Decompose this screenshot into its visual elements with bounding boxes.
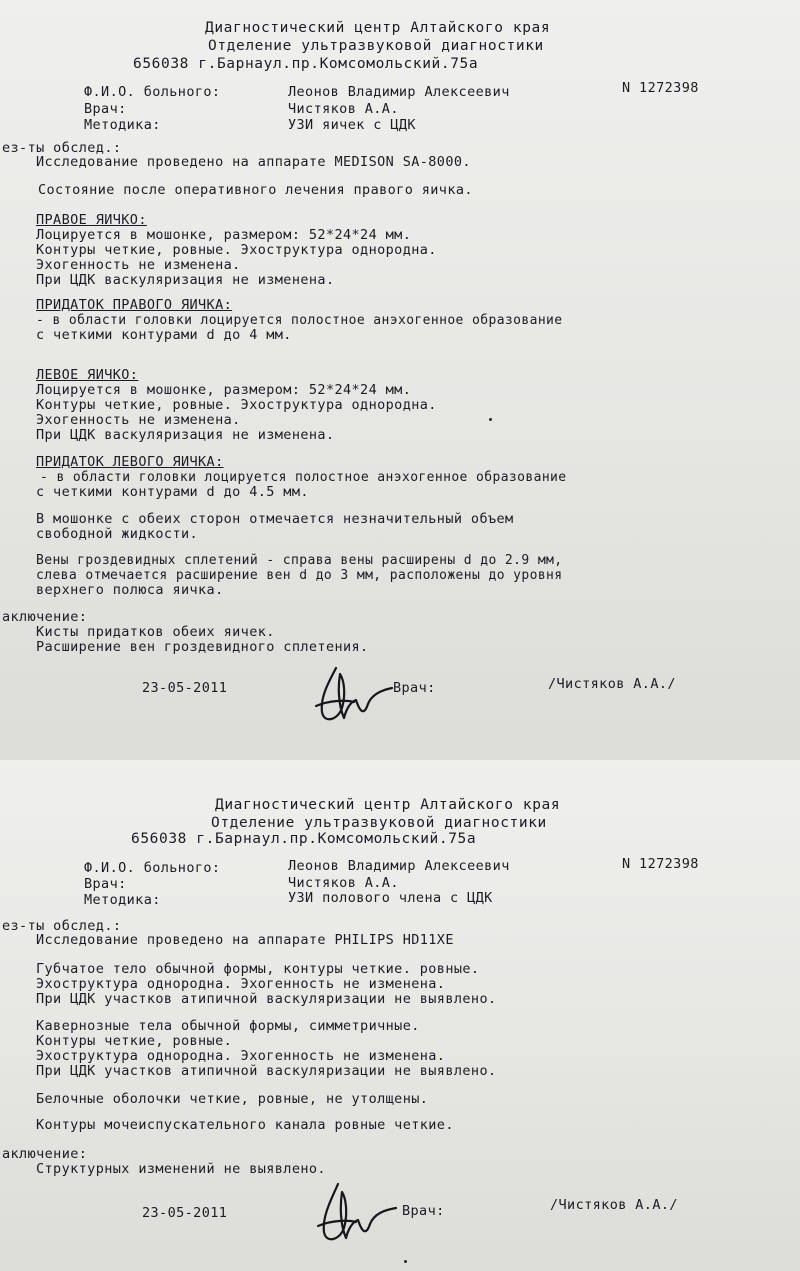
conclusion-label: аключение: <box>2 609 88 625</box>
method-label: Методика: <box>84 117 161 133</box>
body-line: слева отмечается расширение вен d до 3 мм, расположены до уровня <box>36 568 563 583</box>
body-line: При ЦДК васкуляризация не изменена. <box>36 272 335 288</box>
body-line: Белочные оболочки четкие, ровные, не утолщены. <box>36 1091 429 1107</box>
body-line: Эхоструктура однородна. Эхогенность не изменена. <box>36 976 446 992</box>
department-name: Отделение ультразвуковой диагностики <box>208 38 544 54</box>
signature-doctor-label: Врач: <box>393 680 436 696</box>
patient-name: Леонов Владимир Алексеевич <box>288 84 510 100</box>
conclusion-line: Структурных изменений не выявлено. <box>36 1161 326 1177</box>
body-line: При ЦДК васкуляризация не изменена. <box>36 427 335 443</box>
conclusion-label: аключение: <box>2 1146 88 1162</box>
body-line: с четкими контурами d до 4 мм. <box>36 327 292 343</box>
report-date: 23-05-2011 <box>142 680 228 696</box>
body-line: Вены гроздевидных сплетений - справа вены расширены d до 2.9 мм, <box>36 553 563 568</box>
report-sheet-2 <box>0 760 800 1271</box>
section-heading: ПРИДАТОК ПРАВОГО ЯИЧКА: <box>36 297 233 313</box>
doctor-label: Врач: <box>84 876 127 892</box>
body-line: В мошонке с обеих сторон отмечается незначительный объем <box>36 511 514 527</box>
method-value: УЗИ полового члена с ЦДК <box>288 890 493 906</box>
clinic-address: 656038 г.Барнаул.пр.Комсомольский.75а <box>133 56 479 72</box>
body-line: Кавернозные тела обычной формы, симметричные. <box>36 1018 420 1034</box>
clinic-name: Диагностический центр Алтайского края <box>205 20 551 36</box>
method-label: Методика: <box>84 892 161 908</box>
results-label: ез-ты обслед.: <box>2 918 122 934</box>
doctor-label: Врач: <box>84 101 127 117</box>
patient-label: Ф.И.О. больного: <box>84 860 221 876</box>
conclusion-line: Расширение вен гроздевидного сплетения. <box>36 639 369 655</box>
body-line: Контуры мочеиспускательного канала ровные четкие. <box>36 1117 454 1133</box>
body-line: Эхогенность не изменена. <box>36 412 241 428</box>
results-label: ез-ты обслед.: <box>2 140 122 156</box>
body-line: Лоцируется в мошонке, размером: 52*24*24 мм. <box>36 382 412 398</box>
doctor-name: Чистяков А.А. <box>288 875 399 891</box>
body-line: Контуры четкие, ровные. Эхоструктура однородна. <box>36 242 437 258</box>
clinic-address: 656038 г.Барнаул.пр.Комсомольский.75а <box>131 831 477 847</box>
body-line: Эхоструктура однородна. Эхогенность не изменена. <box>36 1048 446 1064</box>
body-line: При ЦДК участков атипичной васкуляризации не выявлено. <box>36 991 497 1007</box>
signature-doctor-name: /Чистяков А.А./ <box>548 676 676 692</box>
print-speck <box>489 418 492 421</box>
section-heading: ПРИДАТОК ЛЕВОГО ЯИЧКА: <box>36 454 224 470</box>
handwritten-signature <box>312 1178 404 1250</box>
body-line: - в области головки лоцируется полостное анэхогенное образование <box>36 313 563 328</box>
body-line: верхнего полюса яичка. <box>36 582 224 598</box>
report-date: 23-05-2011 <box>142 1205 228 1221</box>
body-line: Эхогенность не изменена. <box>36 257 241 273</box>
body-line: свободной жидкости. <box>36 526 199 542</box>
patient-label: Ф.И.О. больного: <box>84 84 221 100</box>
patient-number: N 1272398 <box>622 80 699 96</box>
body-line: Исследование проведено на аппарате MEDISON SA-8000. <box>36 154 471 170</box>
patient-number: N 1272398 <box>622 856 699 872</box>
section-heading: ПРАВОЕ ЯИЧКО: <box>36 212 147 228</box>
signature-doctor-label: Врач: <box>402 1203 445 1219</box>
department-name: Отделение ультразвуковой диагностики <box>211 815 547 831</box>
body-line: Состояние после оперативного лечения правого яичка. <box>38 182 473 198</box>
body-line: Контуры четкие, ровные. <box>36 1033 233 1049</box>
doctor-name: Чистяков А.А. <box>288 101 399 117</box>
body-line: с четкими контурами d до 4.5 мм. <box>36 484 309 500</box>
handwritten-signature <box>308 660 400 730</box>
patient-name: Леонов Владимир Алексеевич <box>288 858 510 874</box>
section-heading: ЛЕВОЕ ЯИЧКО: <box>36 367 139 383</box>
body-line: Лоцируется в мошонке, размером: 52*24*24 мм. <box>36 227 412 243</box>
body-line: Губчатое тело обычной формы, контуры четкие. ровные. <box>36 961 480 977</box>
clinic-name: Диагностический центр Алтайского края <box>215 797 561 813</box>
body-line: При ЦДК участков атипичной васкуляризации не выявлено. <box>36 1063 497 1079</box>
method-value: УЗИ яичек с ЦДК <box>288 117 416 133</box>
conclusion-line: Кисты придатков обеих яичек. <box>36 624 275 640</box>
body-line: - в области головки лоцируется полостное анэхогенное образование <box>40 470 567 485</box>
body-line: Контуры четкие, ровные. Эхоструктура однородна. <box>36 397 437 413</box>
print-speck <box>404 1260 407 1263</box>
body-line: Исследование проведено на аппарате PHILIPS HD11XE <box>36 932 454 948</box>
signature-doctor-name: /Чистяков А.А./ <box>550 1197 678 1213</box>
